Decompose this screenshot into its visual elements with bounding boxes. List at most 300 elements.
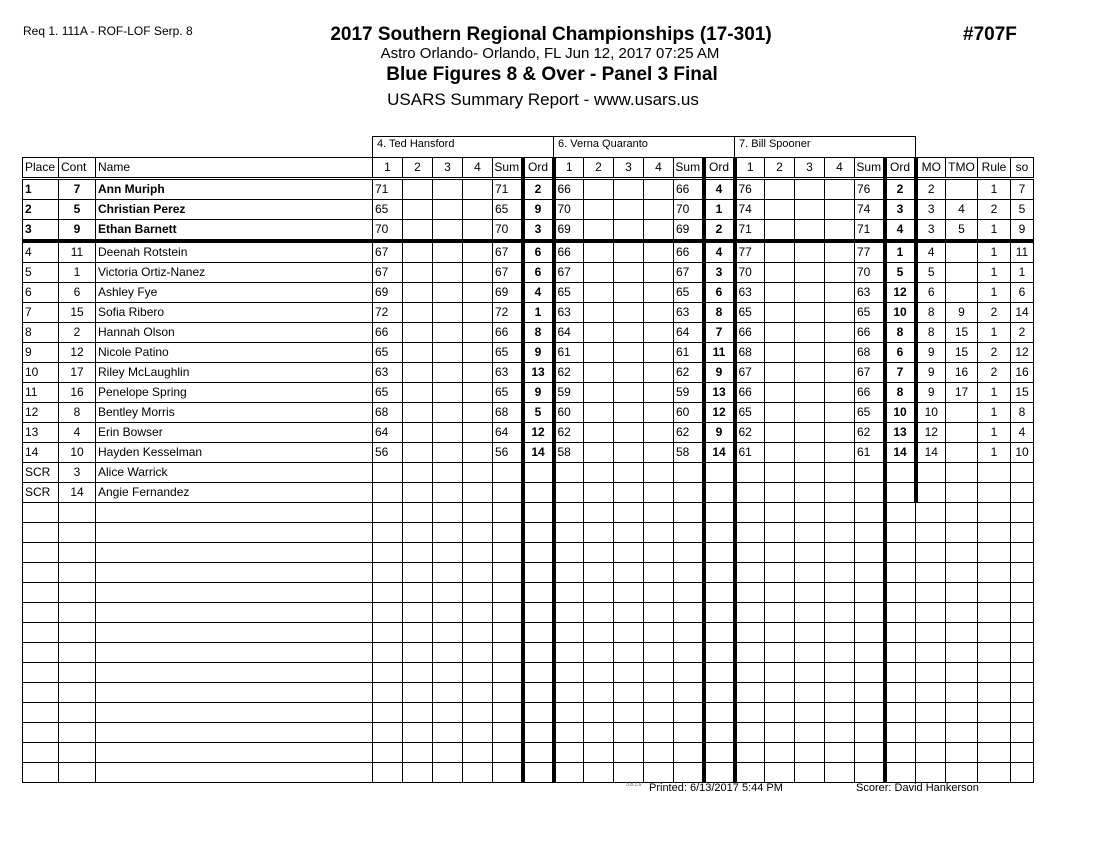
- empty-cell: [644, 623, 674, 643]
- judge-sum-cell: 70: [674, 200, 704, 220]
- judge-sum-cell: 66: [855, 323, 885, 343]
- judge-score-cell: [403, 179, 433, 200]
- judge-score-cell: 64: [554, 323, 584, 343]
- empty-cell: [916, 603, 946, 623]
- judge-score-cell: [584, 443, 614, 463]
- judge-score-cell: [433, 363, 463, 383]
- empty-cell: [674, 683, 704, 703]
- empty-cell: [23, 503, 59, 523]
- judge-sum-cell: 62: [674, 423, 704, 443]
- empty-cell: [59, 503, 96, 523]
- judge-score-cell: 69: [554, 220, 584, 242]
- rule-cell: 2: [978, 200, 1011, 220]
- mo-cell: [916, 463, 946, 483]
- judge-score-cell: [795, 220, 825, 242]
- col-header-judge1-2: 2: [403, 158, 433, 179]
- judge-ord-cell: 1: [885, 241, 916, 263]
- judge-ord-cell: [523, 483, 554, 503]
- judge-score-cell: 63: [373, 363, 403, 383]
- judge-sum-cell: 62: [674, 363, 704, 383]
- judge-score-cell: [825, 303, 855, 323]
- judge-score-cell: [614, 363, 644, 383]
- rule-cell: 1: [978, 323, 1011, 343]
- judge-ord-cell: 14: [523, 443, 554, 463]
- judge-ord-cell: 5: [523, 403, 554, 423]
- cont-cell: 4: [59, 423, 96, 443]
- empty-cell: [735, 543, 765, 563]
- empty-cell: [59, 643, 96, 663]
- tmo-cell: 5: [946, 220, 978, 242]
- empty-cell: [765, 563, 795, 583]
- rule-cell: 1: [978, 241, 1011, 263]
- place-cell: 7: [23, 303, 59, 323]
- judge-score-cell: 67: [373, 263, 403, 283]
- empty-cell: [23, 643, 59, 663]
- so-cell: 15: [1011, 383, 1034, 403]
- judge-score-cell: [825, 383, 855, 403]
- empty-cell: [373, 583, 403, 603]
- empty-cell: [916, 723, 946, 743]
- col-header-judge2-sum: Sum: [674, 158, 704, 179]
- empty-cell: [523, 743, 554, 763]
- judge-sum-cell: 77: [855, 241, 885, 263]
- judge-score-cell: [463, 323, 493, 343]
- judge-score-cell: [825, 283, 855, 303]
- empty-cell: [584, 643, 614, 663]
- empty-cell: [946, 503, 978, 523]
- judge-ord-cell: 8: [523, 323, 554, 343]
- empty-cell: [523, 523, 554, 543]
- empty-cell: [554, 643, 584, 663]
- judge-score-cell: [765, 423, 795, 443]
- judge-score-cell: [463, 403, 493, 423]
- judge-ord-cell: 9: [523, 383, 554, 403]
- judge-score-cell: [765, 443, 795, 463]
- judge-ord-cell: 8: [885, 383, 916, 403]
- judge-score-cell: [463, 220, 493, 242]
- empty-cell: [855, 703, 885, 723]
- empty-cell: [735, 663, 765, 683]
- col-header-mo: MO: [916, 158, 946, 179]
- judge-ord-cell: [885, 483, 916, 503]
- judge-score-cell: [584, 323, 614, 343]
- judge-score-cell: [825, 200, 855, 220]
- judge-score-cell: [403, 403, 433, 423]
- judge-score-cell: [795, 383, 825, 403]
- empty-cell: [946, 763, 978, 783]
- judge-score-cell: 65: [373, 200, 403, 220]
- empty-cell: [735, 523, 765, 543]
- judge-ord-cell: 1: [523, 303, 554, 323]
- judge-ord-cell: 6: [523, 263, 554, 283]
- judge-score-cell: 65: [373, 343, 403, 363]
- name-cell: Sofia Ribero: [96, 303, 373, 323]
- empty-cell: [916, 703, 946, 723]
- judge-score-cell: [584, 283, 614, 303]
- empty-cell: [584, 623, 614, 643]
- judge-sum-cell: 70: [493, 220, 523, 242]
- empty-cell: [433, 743, 463, 763]
- judge-score-cell: [614, 423, 644, 443]
- empty-cell: [825, 763, 855, 783]
- judge-score-cell: [614, 241, 644, 263]
- empty-cell: [59, 683, 96, 703]
- judge-ord-cell: 9: [704, 363, 735, 383]
- judge-score-cell: [795, 463, 825, 483]
- empty-cell: [614, 663, 644, 683]
- empty-cell: [825, 523, 855, 543]
- empty-row: [23, 623, 1034, 643]
- empty-row: [23, 683, 1034, 703]
- empty-cell: [584, 703, 614, 723]
- empty-cell: [403, 763, 433, 783]
- table-row: [23, 200, 1034, 220]
- place-cell: 14: [23, 443, 59, 463]
- empty-cell: [704, 743, 735, 763]
- empty-cell: [644, 723, 674, 743]
- judge-score-cell: 56: [373, 443, 403, 463]
- judge-score-cell: [403, 363, 433, 383]
- judge-score-cell: [614, 403, 644, 423]
- empty-cell: [674, 663, 704, 683]
- empty-cell: [59, 523, 96, 543]
- so-cell: 2: [1011, 323, 1034, 343]
- empty-cell: [885, 683, 916, 703]
- judge-score-cell: 74: [735, 200, 765, 220]
- empty-cell: [523, 623, 554, 643]
- col-header-judge3-1: 1: [735, 158, 765, 179]
- empty-cell: [554, 603, 584, 623]
- empty-cell: [523, 543, 554, 563]
- judge-score-cell: [795, 363, 825, 383]
- empty-cell: [916, 523, 946, 543]
- empty-cell: [493, 743, 523, 763]
- empty-cell: [795, 503, 825, 523]
- empty-cell: [433, 763, 463, 783]
- empty-cell: [403, 503, 433, 523]
- judge-score-cell: [795, 200, 825, 220]
- judge-ord-cell: 9: [523, 343, 554, 363]
- judge-score-cell: [433, 383, 463, 403]
- empty-cell: [855, 563, 885, 583]
- empty-cell: [735, 583, 765, 603]
- judge-score-cell: [433, 303, 463, 323]
- cont-cell: 17: [59, 363, 96, 383]
- cont-cell: 16: [59, 383, 96, 403]
- empty-cell: [1011, 643, 1034, 663]
- empty-cell: [795, 683, 825, 703]
- empty-cell: [403, 563, 433, 583]
- empty-cell: [373, 523, 403, 543]
- empty-cell: [23, 723, 59, 743]
- judge-score-cell: [765, 403, 795, 423]
- empty-cell: [674, 583, 704, 603]
- empty-cell: [885, 583, 916, 603]
- rule-cell: [978, 463, 1011, 483]
- empty-cell: [765, 583, 795, 603]
- judge-score-cell: [765, 200, 795, 220]
- empty-cell: [523, 663, 554, 683]
- judge-score-cell: [765, 383, 795, 403]
- judge-score-cell: [584, 343, 614, 363]
- empty-cell: [916, 743, 946, 763]
- empty-cell: [584, 563, 614, 583]
- judge-ord-cell: 3: [523, 220, 554, 242]
- place-cell: SCR: [23, 483, 59, 503]
- judge-score-cell: [795, 343, 825, 363]
- empty-cell: [59, 583, 96, 603]
- judge-ord-cell: 14: [704, 443, 735, 463]
- judge-sum-cell: 62: [855, 423, 885, 443]
- judge-score-cell: 59: [554, 383, 584, 403]
- empty-cell: [373, 643, 403, 663]
- empty-cell: [825, 563, 855, 583]
- judge-score-cell: [373, 483, 403, 503]
- empty-cell: [614, 763, 644, 783]
- judge-score-cell: [644, 283, 674, 303]
- name-cell: Angie Fernandez: [96, 483, 373, 503]
- empty-row: [23, 563, 1034, 583]
- event-code: #707F: [963, 24, 1017, 45]
- empty-cell: [614, 683, 644, 703]
- place-cell: 12: [23, 403, 59, 423]
- judge-score-cell: [433, 220, 463, 242]
- judge-score-cell: [795, 303, 825, 323]
- empty-cell: [765, 683, 795, 703]
- col-header-tmo: TMO: [946, 158, 978, 179]
- empty-cell: [916, 583, 946, 603]
- judge-ord-cell: 11: [704, 343, 735, 363]
- empty-cell: [493, 643, 523, 663]
- empty-cell: [463, 703, 493, 723]
- empty-cell: [59, 603, 96, 623]
- judge-score-cell: 71: [735, 220, 765, 242]
- judge-sum-cell: [855, 463, 885, 483]
- rule-cell: 1: [978, 423, 1011, 443]
- judge-score-cell: [433, 463, 463, 483]
- empty-cell: [765, 703, 795, 723]
- judge-sum-cell: 70: [855, 263, 885, 283]
- judge-score-cell: 72: [373, 303, 403, 323]
- column-header-row: [23, 158, 1034, 179]
- name-cell: Hayden Kesselman: [96, 443, 373, 463]
- empty-cell: [463, 583, 493, 603]
- empty-cell: [735, 643, 765, 663]
- name-cell: Ann Muriph: [96, 179, 373, 200]
- table-row: [23, 283, 1034, 303]
- place-cell: 8: [23, 323, 59, 343]
- empty-cell: [704, 683, 735, 703]
- judge-ord-cell: 13: [704, 383, 735, 403]
- empty-cell: [463, 503, 493, 523]
- judge-ord-cell: 10: [885, 303, 916, 323]
- judge-score-cell: [614, 463, 644, 483]
- judge-score-cell: [765, 343, 795, 363]
- judge-score-cell: [584, 463, 614, 483]
- empty-cell: [463, 563, 493, 583]
- judge-score-cell: [644, 179, 674, 200]
- empty-cell: [523, 683, 554, 703]
- judge-score-cell: [765, 303, 795, 323]
- judge-score-cell: 65: [735, 403, 765, 423]
- version-label: 3.8.1.6: [626, 782, 642, 788]
- empty-cell: [403, 543, 433, 563]
- empty-cell: [584, 503, 614, 523]
- empty-cell: [946, 543, 978, 563]
- empty-cell: [463, 683, 493, 703]
- rule-cell: 2: [978, 303, 1011, 323]
- empty-cell: [644, 743, 674, 763]
- place-cell: 4: [23, 241, 59, 263]
- judge-ord-cell: 9: [704, 423, 735, 443]
- empty-cell: [433, 663, 463, 683]
- judge-score-cell: [403, 443, 433, 463]
- location-datetime: Astro Orlando- Orlando, FL Jun 12, 2017 07:25 AM: [380, 45, 720, 62]
- judge-ord-cell: 12: [523, 423, 554, 443]
- judge-sum-cell: 58: [674, 443, 704, 463]
- empty-cell: [795, 703, 825, 723]
- col-header-name: Name: [96, 158, 373, 179]
- cont-cell: 15: [59, 303, 96, 323]
- empty-cell: [916, 503, 946, 523]
- judge-sum-cell: 64: [674, 323, 704, 343]
- judge-score-cell: 66: [735, 383, 765, 403]
- rule-cell: [978, 483, 1011, 503]
- judge-score-cell: [644, 323, 674, 343]
- judge-score-cell: [644, 443, 674, 463]
- empty-cell: [373, 663, 403, 683]
- empty-cell: [584, 603, 614, 623]
- rule-cell: 2: [978, 343, 1011, 363]
- empty-cell: [674, 703, 704, 723]
- empty-cell: [855, 663, 885, 683]
- empty-cell: [614, 543, 644, 563]
- empty-cell: [373, 563, 403, 583]
- judge-header-3: 7. Bill Spooner: [734, 136, 916, 157]
- results-table: [22, 157, 1034, 783]
- judge-sum-cell: 61: [855, 443, 885, 463]
- empty-cell: [978, 683, 1011, 703]
- empty-cell: [916, 643, 946, 663]
- mo-cell: [916, 483, 946, 503]
- empty-cell: [674, 723, 704, 743]
- empty-cell: [614, 703, 644, 723]
- empty-cell: [554, 543, 584, 563]
- empty-cell: [855, 623, 885, 643]
- empty-row: [23, 583, 1034, 603]
- judge-ord-cell: 5: [885, 263, 916, 283]
- mo-cell: 8: [916, 323, 946, 343]
- empty-cell: [674, 743, 704, 763]
- results-body: [23, 179, 1034, 783]
- empty-cell: [644, 543, 674, 563]
- empty-cell: [23, 623, 59, 643]
- empty-cell: [644, 603, 674, 623]
- empty-cell: [978, 763, 1011, 783]
- place-cell: 3: [23, 220, 59, 242]
- empty-cell: [96, 563, 373, 583]
- judge-sum-cell: 69: [493, 283, 523, 303]
- judge-score-cell: [463, 343, 493, 363]
- empty-cell: [885, 743, 916, 763]
- empty-cell: [1011, 603, 1034, 623]
- judge-sum-cell: 61: [674, 343, 704, 363]
- judge-sum-cell: 67: [674, 263, 704, 283]
- empty-cell: [373, 763, 403, 783]
- empty-cell: [433, 523, 463, 543]
- empty-cell: [765, 763, 795, 783]
- judge-score-cell: [463, 303, 493, 323]
- mo-cell: 4: [916, 241, 946, 263]
- judge-score-cell: 67: [735, 363, 765, 383]
- judge-score-cell: [614, 179, 644, 200]
- tmo-cell: 17: [946, 383, 978, 403]
- empty-cell: [855, 763, 885, 783]
- empty-cell: [433, 603, 463, 623]
- so-cell: 6: [1011, 283, 1034, 303]
- rule-cell: 1: [978, 179, 1011, 200]
- empty-cell: [403, 583, 433, 603]
- judge-sum-cell: 68: [855, 343, 885, 363]
- judge-score-cell: [403, 241, 433, 263]
- empty-cell: [523, 723, 554, 743]
- tmo-cell: [946, 403, 978, 423]
- empty-cell: [96, 543, 373, 563]
- judge-sum-cell: 76: [855, 179, 885, 200]
- empty-cell: [493, 503, 523, 523]
- empty-cell: [946, 663, 978, 683]
- empty-cell: [704, 603, 735, 623]
- empty-cell: [674, 523, 704, 543]
- so-cell: [1011, 483, 1034, 503]
- judge-score-cell: [554, 483, 584, 503]
- empty-row: [23, 643, 1034, 663]
- empty-cell: [463, 523, 493, 543]
- empty-cell: [463, 723, 493, 743]
- judge-ord-cell: 1: [704, 200, 735, 220]
- judge-score-cell: [433, 403, 463, 423]
- empty-cell: [978, 503, 1011, 523]
- judge-score-cell: [403, 343, 433, 363]
- judge-ord-cell: [523, 463, 554, 483]
- empty-cell: [644, 763, 674, 783]
- judge-score-cell: [644, 303, 674, 323]
- judge-score-cell: [614, 220, 644, 242]
- empty-cell: [463, 663, 493, 683]
- empty-cell: [493, 563, 523, 583]
- mo-cell: 9: [916, 383, 946, 403]
- empty-row: [23, 543, 1034, 563]
- judge-score-cell: [584, 363, 614, 383]
- name-cell: Alice Warrick: [96, 463, 373, 483]
- judge-ord-cell: 7: [885, 363, 916, 383]
- scorer-label: Scorer: David Hankerson: [856, 782, 979, 794]
- table-row: [23, 220, 1034, 242]
- empty-cell: [674, 503, 704, 523]
- empty-cell: [554, 663, 584, 683]
- judge-sum-cell: 71: [855, 220, 885, 242]
- empty-cell: [614, 623, 644, 643]
- judge-score-cell: [825, 403, 855, 423]
- tmo-cell: [946, 463, 978, 483]
- empty-cell: [795, 583, 825, 603]
- empty-cell: [978, 723, 1011, 743]
- judge-score-cell: [463, 200, 493, 220]
- judge-score-cell: [584, 403, 614, 423]
- empty-cell: [403, 723, 433, 743]
- tmo-cell: [946, 241, 978, 263]
- empty-cell: [825, 743, 855, 763]
